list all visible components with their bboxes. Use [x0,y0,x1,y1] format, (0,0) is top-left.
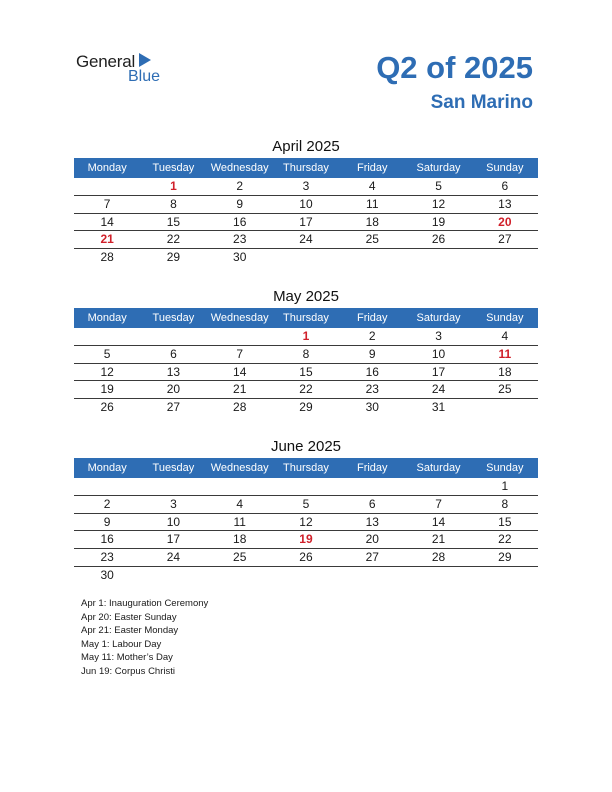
day-cell: 20 [166,382,181,397]
weekday-label: Friday [356,312,388,324]
day-cell: 17 [166,532,181,547]
day-cell [339,478,405,495]
day-cell [140,478,206,495]
day-cell: 16 [365,364,379,379]
day-cell [207,478,273,495]
weekday-label: Thursday [283,462,329,474]
week-row [74,364,538,382]
day-cell: 1 [170,179,177,193]
week-row [74,196,538,214]
day-cell: 24 [299,232,313,247]
day-cell: 23 [365,382,379,397]
day-cell: 13 [166,364,181,379]
day-cell: 6 [501,179,509,193]
day-cell: 9 [236,196,244,211]
day-cell [207,567,273,584]
week-row [74,549,538,567]
page-title: Q2 of 2025 [376,50,533,85]
day-cell: 19 [100,382,114,397]
weekday-label: Friday [356,162,388,174]
day-cell [472,567,538,584]
day-cell: 30 [233,250,247,265]
week-row [74,231,538,249]
day-cell: 8 [302,346,310,361]
weekday-label: Wednesday [210,312,269,324]
day-cell: 18 [233,532,247,547]
day-cell: 2 [368,329,376,343]
day-cell: 11 [366,196,379,211]
weekday-label: Thursday [283,312,329,324]
week-row [74,328,538,346]
day-cell [74,328,140,345]
week-row [74,514,538,532]
month-title: May 2025 [273,288,339,305]
day-cell: 6 [368,496,376,511]
day-cell: 27 [365,550,379,565]
holiday-note: Apr 1: Inauguration Ceremony [81,598,209,609]
day-cell: 26 [100,400,114,415]
day-cell [339,249,405,266]
day-cell: 26 [299,550,313,565]
weekday-label: Monday [87,462,127,474]
holiday-note: Apr 21: Easter Monday [81,625,179,636]
weekday-label: Sunday [486,162,524,174]
day-cell: 30 [365,400,379,415]
day-cell: 13 [365,514,379,529]
calendar-may [74,286,538,416]
logo-flag-icon [139,53,151,67]
day-cell [140,567,206,584]
day-cell: 16 [100,532,114,547]
day-cell: 19 [299,532,313,547]
day-cell: 28 [431,550,446,565]
day-cell: 19 [431,214,446,229]
calendar-june [74,436,538,584]
day-cell: 5 [435,179,442,193]
day-cell: 5 [103,346,111,361]
day-cell: 7 [103,196,111,211]
day-cell: 2 [236,179,244,193]
weekday-label: Saturday [416,162,461,174]
weekday-header [74,158,538,178]
week-row [74,249,538,266]
day-cell: 15 [299,364,313,379]
day-cell: 13 [498,196,512,211]
day-cell [74,478,140,495]
day-cell [472,249,538,266]
day-cell [273,249,339,266]
week-row [74,496,538,514]
week-row [74,567,538,584]
generalblue-logo [76,52,176,88]
day-cell: 11 [498,346,512,361]
holiday-note: May 11: Mother’s Day [81,652,173,663]
day-cell: 2 [103,496,111,511]
weekday-label: Wednesday [210,462,269,474]
day-cell: 29 [498,550,512,565]
day-cell: 16 [233,214,247,229]
day-cell: 10 [431,346,446,361]
holiday-notes [81,597,208,678]
month-title: April 2025 [272,138,340,155]
day-cell: 17 [299,214,313,229]
day-cell: 7 [236,346,244,361]
day-cell: 6 [170,346,177,361]
day-cell: 18 [365,214,379,229]
day-cell: 30 [100,567,114,582]
day-cell: 20 [498,214,512,229]
day-cell: 24 [166,550,181,565]
day-cell: 9 [368,346,376,361]
weekday-label: Tuesday [152,462,195,474]
day-cell: 21 [100,232,114,247]
week-row [74,531,538,549]
day-cell: 1 [302,329,310,343]
weekday-label: Monday [87,162,127,174]
week-row [74,399,538,416]
day-cell [405,249,471,266]
day-cell: 5 [302,496,310,511]
day-cell: 12 [431,196,446,211]
week-row [74,346,538,364]
logo-blue-text: Blue [128,68,161,85]
day-cell: 3 [302,179,310,193]
day-cell: 27 [498,232,512,247]
day-cell: 4 [236,496,244,511]
holiday-note: Apr 20: Easter Sunday [81,611,177,623]
day-cell: 10 [166,514,181,529]
calendar-april [74,136,538,266]
day-cell: 28 [233,400,247,415]
day-cell: 4 [368,179,376,193]
day-cell [140,328,206,345]
weekday-header [74,458,538,478]
day-cell: 22 [166,232,181,247]
country-name: San Marino [430,92,533,113]
logo-general-text: General [76,52,136,71]
month-title: June 2025 [270,438,342,455]
day-cell: 10 [299,196,313,211]
day-cell: 12 [100,364,114,379]
day-cell: 29 [166,250,181,265]
day-cell: 11 [233,514,246,529]
day-cell: 23 [100,550,114,565]
day-cell: 4 [501,329,509,343]
day-cell [339,567,405,584]
day-cell: 14 [431,514,446,529]
day-cell: 28 [100,250,114,265]
weekday-label: Thursday [283,162,329,174]
day-cell: 14 [100,214,114,229]
weekday-label: Sunday [486,312,524,324]
day-cell: 23 [233,232,247,247]
day-cell: 26 [431,232,446,247]
day-cell: 12 [299,514,313,529]
weekday-label: Friday [356,462,388,474]
day-cell: 14 [233,364,247,379]
week-row [74,178,538,196]
day-cell: 25 [365,232,379,247]
day-cell: 8 [170,196,177,211]
weekday-label: Tuesday [152,162,195,174]
day-cell: 3 [170,496,177,511]
day-cell: 31 [431,400,446,415]
day-cell: 22 [299,382,313,397]
day-cell [273,567,339,584]
day-cell: 15 [498,514,512,529]
day-cell: 29 [299,400,313,415]
day-cell: 27 [166,400,181,415]
day-cell: 7 [435,496,442,511]
day-cell [472,399,538,416]
day-cell: 17 [431,364,446,379]
day-cell: 25 [233,550,247,565]
day-cell: 25 [498,382,512,397]
day-cell: 21 [233,382,247,397]
weekday-label: Saturday [416,312,461,324]
day-cell: 20 [365,532,379,547]
day-cell [273,478,339,495]
day-cell [405,567,471,584]
weekday-label: Wednesday [210,162,269,174]
day-cell: 18 [498,364,512,379]
day-cell: 24 [431,382,446,397]
day-cell: 22 [498,532,512,547]
day-cell [405,478,471,495]
weekday-label: Saturday [416,462,461,474]
day-cell: 21 [431,532,446,547]
weekday-label: Sunday [486,462,524,474]
day-cell: 15 [166,214,181,229]
week-row [74,381,538,399]
day-cell [74,178,140,195]
holiday-note: May 1: Labour Day [81,638,162,650]
weekday-label: Monday [87,312,127,324]
day-cell [207,328,273,345]
day-cell: 1 [501,479,509,493]
day-cell: 8 [501,496,509,511]
holiday-note: Jun 19: Corpus Christi [81,665,175,677]
weekday-header [74,308,538,328]
day-cell: 3 [435,329,442,343]
week-row [74,214,538,232]
weekday-label: Tuesday [152,312,195,324]
day-cell: 9 [103,514,111,529]
week-row [74,478,538,496]
